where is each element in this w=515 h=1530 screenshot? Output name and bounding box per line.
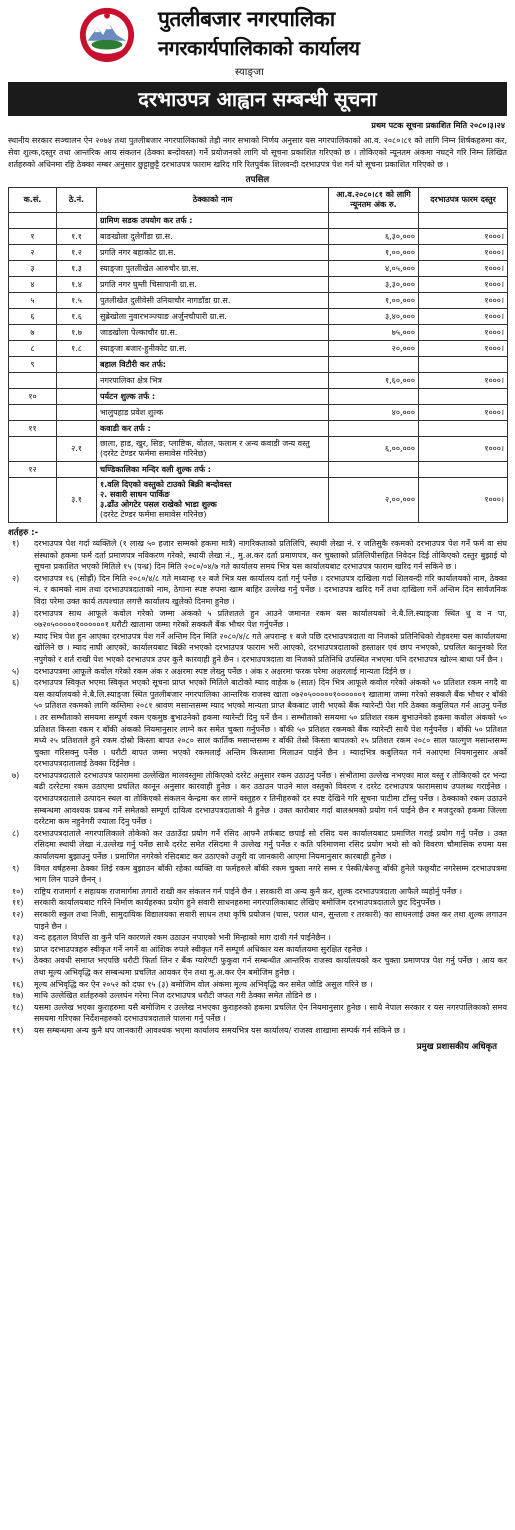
condition-text: राष्ट्रिय राजमार्ग र सहायक राजमार्गमा तगारो राखी कर संकलन गर्न पाईने छैन । सरकारी वा अन्य कुनै कर, शुल्क दरभाउपत्रदाता आफैले व्यहोर्नु पर्नेछ । [34, 886, 463, 896]
condition-item [8, 608, 507, 631]
cell-contract-no [57, 357, 97, 373]
condition-text: माथि उल्लेखित शर्तहरुको उल्लघंन गरेमा निज दरभाउपत्र धरौटी जफत गरी ठेक्का समेत तोडिने छ । [34, 991, 317, 1001]
condition-item [8, 538, 507, 573]
cell-min-amount: ६,००,००० [329, 437, 419, 462]
condition-number: १०) [12, 886, 24, 896]
cell-form-fee: १०००। [419, 293, 508, 309]
condition-item [8, 944, 507, 956]
table-row [9, 421, 508, 437]
cell-name: स्याङ्जा पुतलीखेत आरुचौर ग्रा.स. [97, 261, 329, 277]
cell-contract-no: १.४ [57, 277, 97, 293]
cell-name: कवाडी कर तर्फ : [97, 421, 329, 437]
cell-contract-no: १.३ [57, 261, 97, 277]
table-row [9, 277, 508, 293]
condition-number: २) [12, 573, 20, 583]
cell-name: प्रगति नगर घुम्ती चिसापानी ग्रा.स. [97, 277, 329, 293]
cell-name: प्रगति नगर बहाकोट ग्रा.स. [97, 245, 329, 261]
condition-item [8, 909, 507, 932]
office-subtitle: नगरकार्यपालिकाको कार्यालय [158, 36, 360, 60]
condition-item [8, 979, 507, 991]
cell-sn: ३ [9, 261, 57, 277]
cell-form-fee [419, 421, 508, 437]
table-row [9, 245, 508, 261]
condition-number: १५) [12, 956, 24, 966]
col-header-form-fee: दरभाउपत्र फारम दस्तुर [419, 188, 508, 213]
condition-number: १९) [12, 1025, 24, 1035]
condition-text: दरभाउपत्रदाताले नगरपालिकाले तोकेको कर उठाउँदा प्रयोग गर्ने रसिद आफ्नै तर्फबाट छपाई सो रसिद यस कार्यालयबाट प्रमाणित गराई प्रयोग गर्नु पर्नेछ । उक्त रसिदमा स्थायी लेखा नं.उल्लेख गर्नु पर्नेछ साथै दररेट समेत रसिदमा नै उल्लेख गर्नु पर्नेछ र कति परिमाणमा रसिद प्रयोग भयो सो को विवरण चौमासिक रुपमा यस कार्यालयमा बुझाउनु पर्नेछ । प्रमाणित नगरेको रसिदबाट कर उठाएको उजुरी वा जानकारी आएमा नियमानुसार कारबाही हुनेछ । [34, 828, 507, 862]
condition-number: ८) [12, 828, 20, 838]
condition-item [8, 828, 507, 863]
condition-text: ठेक्का अवधी समाप्त भएपछि धरौटी फिर्ता लिन र बैंक ग्यारेण्टी फुकुवा गर्न सम्बन्धीत आन्तरिक राजस्व कार्यालयको कर चुक्ता प्रमाणपत्र पेश गर्नु पर्नेछ । आय कर तथा मूल्य अभिवृद्धि कर सम्बन्धमा प्रचलित आयकर ऐन तथा मु.अ.कर ऐन बमोजिम हुनेछ । [34, 956, 507, 977]
cell-min-amount: १,६०,००० [329, 373, 419, 389]
condition-text: मूल्य अभिवृद्धि कर ऐन २०५२ को दफा १५ (३) बमोजिम वोल अंकमा मूल्य अभिवृद्धि कर समेत जोडि असुल गरिने छ । [34, 979, 373, 989]
cell-form-fee: १०००। [419, 437, 508, 462]
condition-item [8, 955, 507, 978]
col-header-min-amount: आ.व.२०८०।८१ को लागि न्यूनतम अंक रु. [329, 188, 419, 213]
cell-contract-no [57, 421, 97, 437]
table-row [9, 325, 508, 341]
condition-text: दरभाउपत्रदाताले दरभाउपत्र फाराममा उल्लेखित मालवस्तुमा तोकिएको दररेट अनुसार रकम उठाउनु पर्नेछ । संभौतामा उल्लेख नभएका माल वस्तु र तोकिएको दर भन्दा बढी दररेटमा रकम उठाएमा प्रचलित कानून अनुसार कारवाही हुनेछ । कर उठाउन पाउने माल वस्तुको विवरण र दररेट दरभाउपत्र फारामसाथ उपलब्ध गराईनेछ । दरभाउपत्रदाताले उत्पादन स्थल वा तोकिएको संकलन केन्द्रमा कर लाग्ने वस्तुहरु र तिनीहरुको दर स्पष्ट देखिने गरि सूचना पाटीमा टाँस्नु पर्नेछ । ठेक्काको रकम उठाउने सम्बन्धमा आवश्यक प्रबन्ध गर्ने समेतको सम्पूर्ण दायित्व दरभाउपत्रदाताको नै हुनेछ । उक्त कारोबार गर्दा बालश्रमको प्रयोग गर्न पाईने छैन र मजदुरको हकमा जिल्ला दररेटमा कम नहुनेगरी ज्याला दिनु पर्नेछ । [34, 770, 507, 827]
table-row [9, 478, 508, 523]
cell-form-fee: १०००। [419, 229, 508, 245]
cell-sn: ५ [9, 293, 57, 309]
condition-text: दरभाउपत्रमा आफूले कवोल गरेको रकम अंक र अक्षरमा स्पष्ट लेख्नु पर्नेछ । अंक र अक्षरमा फरक परेमा अक्षरलाई मान्यता दिईने छ । [34, 666, 412, 676]
cell-name: पर्यटन शुल्क तर्फ : [97, 389, 329, 405]
cell-min-amount: २०,००० [329, 341, 419, 357]
cell-min-amount [329, 213, 419, 229]
cell-min-amount: ४,०५,००० [329, 261, 419, 277]
cell-contract-no: ३.१ [57, 478, 97, 523]
cell-sn [9, 405, 57, 421]
table-row [9, 213, 508, 229]
condition-text: सरकारी कार्यालयबाट गरिने निर्माण कार्यहरुका प्रयोग हुने सवारी साधनहरुमा नगरपालिकाबाट लेखिए बमोजिम दरभाउपत्रदाताले छुट दिनुपर्नेछ । [34, 898, 441, 908]
cell-name: भालुपहाड प्रवेश शुल्क [97, 405, 329, 421]
table-row [9, 261, 508, 277]
cell-sn: ८ [9, 341, 57, 357]
table-row [9, 341, 508, 357]
condition-text: दरभाउपत्र १६ (सोह्रौं) दिन मिति २०८०/४/८ गते मध्यान्ह १२ बजे भित्र यस कार्यालय दर्ता गर्नु पर्नेछ । दरभाउपत्र दाखिला गर्दा शिलवन्दी गरि कार्यालयको नाम, ठेक्का नं. र कामको नाम तथा दरभाउपत्रदाताको नाम, ठेगाना स्पष्ट रुपमा खाम बाहिर उल्लेख गर्नु पर्नेछ । दरभाउपत्र खरिद गर्ने तथा दाखिला गर्ने अन्तिम दिन सार्वजनिक विदा परेमा उक्त कार्य तत्पश्चात लगत्तै कार्यालय खुलेको दिनमा हुनेछ । [34, 573, 507, 606]
cell-contract-no: १.८ [57, 341, 97, 357]
district-name: स्याङ्जा [235, 67, 264, 78]
cell-contract-no [57, 213, 97, 229]
cell-form-fee: १०००। [419, 309, 508, 325]
table-header-row [9, 188, 508, 213]
condition-number: १) [12, 539, 20, 548]
condition-text: सरकारी स्कुल तथा निजी, सामुदायिक विद्यालयका सवारी साधन तथा कृषि प्रयोजन (घास, पराल धान, सुन्तला र तरकारी) का साधनलाई उक्त कर तथा शुल्क लगाउन पाइने छैन । [34, 910, 507, 931]
condition-item [8, 631, 507, 666]
condition-text: दरभाउपत्र पेश गर्दा व्यक्तिले (१ लाख ५० हजार सम्मको हकमा मात्रै) नागरिकताको प्रतिलिपि, स्थायी लेखा नं. र जतिसुकै रकमको दरभाउपत्र पेश गर्ने फर्म वा संघ संस्थाको हकमा फर्म दर्ता प्रमाणपत्र नविकरण गरेको, स्थायी लेखा नं., मु.अ.कर दर्ता प्रमाणपत्र, कर चुक्ताको प्रतिलिपीसहित निवेदन दिई तोकिएको दस्तुर बुझाई यो सूचना प्रकाशित भएको मितिले १५ (पन्ध्र) दिन मिति २०८०/०४/७ गते कार्यालय समय भित्र यस कार्यालयबाट दरभाउपत्र फाराम खरिद गर्न सकिने छ । [34, 539, 507, 572]
table-body [9, 213, 508, 523]
cell-sn: ११ [9, 421, 57, 437]
cell-name: जाडखोला पेल्काचौर ग्रा.स. [97, 325, 329, 341]
cell-form-fee: १०००। [419, 478, 508, 523]
cell-form-fee: १०००। [419, 245, 508, 261]
cell-min-amount: ४०,००० [329, 405, 419, 421]
contract-table [8, 187, 508, 523]
condition-item [8, 1025, 507, 1037]
cell-name: नगरपालिका क्षेत्र भित्र [97, 373, 329, 389]
table-row [9, 405, 508, 421]
table-row [9, 437, 508, 462]
cell-contract-no: १.६ [57, 309, 97, 325]
cell-contract-no: १.१ [57, 229, 97, 245]
condition-number: १२) [12, 910, 24, 919]
condition-text: वन्द हड्ताल विपत्ति वा कुनै पनि कारणले रकम उठाउन नपाएको भनी मिन्हाको माग दावी गर्न पाईनेछैन । [34, 933, 331, 943]
table-row [9, 229, 508, 245]
cell-sn: २ [9, 245, 57, 261]
cell-name: बहाल विटौरी कर तर्फ: [97, 357, 329, 373]
cell-contract-no [57, 405, 97, 421]
cell-name: छाला, हाड, खुर, सिङ, प्लाष्टिक, वोतल, फलाम र अन्य कवाडी जन्य वस्तु (दररेट टेण्डर फर्ममा समावेस गरिनेछ) [97, 437, 329, 462]
condition-number: १३) [12, 933, 24, 943]
cell-name: पुतलीखेत दुलीवेसी उनियाचौर नागडाँडा ग्रा.स. [97, 293, 329, 309]
condition-number: १४) [12, 944, 24, 954]
cell-form-fee: १०००। [419, 261, 508, 277]
signature: प्रमुख प्रशासकीय अधिकृत [416, 1041, 497, 1052]
cell-min-amount: ३,३०,००० [329, 277, 419, 293]
cell-name: स्याङ्जा बजार-हुनीकोट ग्रा.स. [97, 341, 329, 357]
cell-form-fee: १०००। [419, 277, 508, 293]
condition-text: प्राप्त दरभाउपत्रहरु स्वीकृत गर्ने नगर्ने वा आंशिक रुपले स्वीकृत गर्ने सम्पूर्ण अधिकार यस कार्यालयमा सुरक्षित रहनेछ । [34, 944, 368, 954]
cell-contract-no: १.२ [57, 245, 97, 261]
cell-form-fee: १०००। [419, 405, 508, 421]
condition-number: ५) [12, 666, 20, 676]
cell-sn [9, 437, 57, 462]
cell-form-fee [419, 389, 508, 405]
cell-contract-no [57, 462, 97, 478]
cell-contract-no: १.७ [57, 325, 97, 341]
condition-number: ३) [12, 608, 20, 618]
condition-number: ६) [12, 678, 20, 688]
cell-min-amount: ७५,००० [329, 325, 419, 341]
cell-sn [9, 213, 57, 229]
table-row [9, 357, 508, 373]
condition-text: यसमा उल्लेख भएका कुराहरुमा यसै बमोजिम र उल्लेख नभएका कुराहरुको हकमा प्रचलित ऐन नियमानुसार हुनेछ । साथै नेपाल सरकार र यस नगरपालिकाको समय समयमा गरिएका निर्देशनहरुको दरभाउपत्रदाताले पालना गर्नु पर्नेछ । [34, 1002, 507, 1024]
table-row [9, 293, 508, 309]
cell-sn: १ [9, 229, 57, 245]
condition-item [8, 770, 507, 828]
nepal-emblem-icon [78, 6, 136, 64]
cell-sn: ७ [9, 325, 57, 341]
intro-paragraph: स्थानीय सरकार सञ्चालन ऐन २०७४ तथा पुतलीबजार नगरपालिकाको तेह्रौ नगर सभाको निर्णय अनुसार यस नगरपालिकाको आ.व. २०८०।८१ को लागि निम्न शिर्षकहरुमा कर, सेवा शुल्क,दस्तुर तथा आन्तरिक आय संकलन (ठेक्का बन्दोवस्त) गर्ने प्रयोजनको लागि यो सूचना प्रकाशित गरिएको छ । तोकिएको न्यूनतम अंकमा नघट्ने गरि निम्न लिखित शर्तहरुको अधिनमा रहि ठेक्का नम्बर अनुसार छुट्टाछुट्टै दरभाउपत्र फाराम खरिद गरि रितपुर्वक शिलवन्दी दरभाउपत्र पेश गर्न यो सूचना प्रकाशित गरिएको छ । [8, 136, 507, 169]
condition-text: दरभाउपत्र साथ आफूले कवोल गरेको जम्मा अंकको ५ प्रतिशतले हुन आउने जमानत रकम यस कार्यालयको ने.बै.लि.स्याङ्जा स्थित धु व न पा, ०७२०५०००००१००००००१ धरौटी खातामा जम्मा गरेको सक्कलै बैंक भौचर पेश गर्नुपर्नेछ । [34, 608, 507, 630]
condition-number: १६) [12, 979, 24, 989]
cell-min-amount: १,००,००० [329, 293, 419, 309]
condition-item [8, 1002, 507, 1025]
cell-min-amount: २,००,००० [329, 478, 419, 523]
cell-name: १.वलि दिएको वस्तुको टाउको बिक्री बन्दोवस्त २. सवारी साधन पार्किङ ३.ढाँउ ओगटेर पसल राखेको भाडा शुल्क (दररेट टेण्डर फर्ममा समावेस गरिनेछ) [97, 478, 329, 523]
publication-date: प्रथम पटक सूचना प्रकाशित मिति २०८०।३।२४ [371, 121, 505, 130]
condition-number: ११) [12, 898, 24, 908]
col-header-contract-no: ठे.नं. [57, 188, 97, 213]
condition-item [8, 932, 507, 944]
office-name: पुतलीबजार नगरपालिका [158, 7, 335, 31]
condition-item [8, 897, 507, 909]
cell-form-fee [419, 213, 508, 229]
cell-contract-no [57, 373, 97, 389]
cell-min-amount [329, 357, 419, 373]
cell-sn: १० [9, 389, 57, 405]
cell-form-fee [419, 462, 508, 478]
cell-min-amount [329, 421, 419, 437]
condition-item [8, 863, 507, 886]
condition-text: यस सम्बन्धमा अन्य कुनै थप जानकारी आवश्यक भएमा कार्यालय समयभित्र यस कार्यालय/ राजस्व शाखामा सम्पर्क गर्न सकिने छ । [34, 1025, 406, 1035]
cell-sn: १२ [9, 462, 57, 478]
cell-form-fee: १०००। [419, 341, 508, 357]
cell-contract-no [57, 389, 97, 405]
cell-sn [9, 478, 57, 523]
header [8, 0, 507, 80]
condition-number: ४) [12, 631, 20, 641]
table-row [9, 309, 508, 325]
cell-sn: ४ [9, 277, 57, 293]
col-header-name: ठेक्काको नाम [97, 188, 329, 213]
cell-min-amount: १,००,००० [329, 245, 419, 261]
cell-name: चण्डिकालिका मन्दिर वली शुल्क तर्फ : [97, 462, 329, 478]
notice-banner: दरभाउपत्र आह्वान सम्बन्धी सूचना [8, 82, 507, 116]
cell-sn [9, 373, 57, 389]
conditions-title: शर्तहरु :- [8, 528, 39, 538]
condition-item [8, 666, 507, 678]
condition-item [8, 886, 507, 898]
table-row [9, 462, 508, 478]
cell-name: ग्रामिण सडक उपयोग कर तर्फ : [97, 213, 329, 229]
cell-sn: ९ [9, 357, 57, 373]
condition-number: ९) [12, 863, 20, 873]
condition-number: १८) [12, 1002, 24, 1012]
condition-text: दरभाउपत्र स्विकृत भएमा स्विकृत भएको सूचना प्राप्त भएको मितिले बाटोको म्याद वाहेक ७ (सात) दिन भित्र आफूले कवोल गरेको अंकको ५० प्रतिशत रकम नगदै वा यस कार्यालयको ने.बै.लि.स्याङ्जा स्थित पुतलीबजार नगरपालिका आन्तरिक राजस्व खाता ०७२०५०००००१००००००१ खातामा जम्मा गरेको सक्कलै बैंक भौचर र बाँकी ५० प्रतिशत रकमको लागि कम्तिमा २०८१ श्रावण मसान्तसम्म म्याद भएको मान्यता प्राप्त बैकबाट जारी भएको बैंक ग्यारेन्टी पेश गरि ठेक्का कबुलियत गर्न आउनु पर्नेछ । तर सम्भौताको समयमा सम्पूर्ण रकम एकमुष्ठ बुभाउनेको हकमा ग्यारेन्टी दिनु पर्ने छैन । सम्भौताको समयमा ५० प्रतिशत रकम बुभाउनेको हकमा कवोल अंकको ५० प्रतिशत किस्ता रकम र बाँकी अंकको नियमानुसार लाग्ने कर समेत चुक्ता गर्नुपर्नेछ । बाँकी ५० प्रतिशत रकमको बैंक ग्यारेन्टी साथै पेश गर्नुपर्नेछ । बाँकी ५० प्रतिशत मध्ये २५ प्रतिशतले हुने रकम दोस्रो किस्ता बापत २०८० साल कार्तिक मसान्तसम्म र बाँकी तेस्रो किस्ता बापतको २५ प्रतिशत रकम २०८० साल फाल्गुण मसान्तसम्म चुक्ता गरिसक्नु पर्नेछ । धरौटी बापत जम्मा भएको रकमलाई अन्तिम किस्तामा मिलाउन पाईने छैन । म्यादभित्र कबुलियत गर्न नआएमा नियमानुसार अर्को दरभाउपत्रदातालाई ठेक्का दिईनेछ । [34, 678, 507, 769]
cell-min-amount: ३,४०,००० [329, 309, 419, 325]
cell-form-fee [419, 357, 508, 373]
condition-number: १७) [12, 991, 24, 1001]
cell-min-amount [329, 389, 419, 405]
cell-name: बाङखोला दुलेगौंडा ग्रा.स. [97, 229, 329, 245]
cell-min-amount: ६,३०,००० [329, 229, 419, 245]
cell-min-amount [329, 462, 419, 478]
condition-number: ७) [12, 770, 20, 780]
cell-form-fee: १०००। [419, 325, 508, 341]
col-header-sn: क.सं. [9, 188, 57, 213]
cell-form-fee: १०००। [419, 373, 508, 389]
condition-item [8, 573, 507, 608]
table-row [9, 389, 508, 405]
condition-text: म्याद भित्र पेश हुन आएका दरभाउपत्र पेश गर्ने अन्तिम दिन मिति २०८०/४/८ गते अपरान्ह १ बजे पछि दरभाउपत्रदाता वा निजको प्रतिनिधिको रोहवरमा यस कार्यालयमा खोलिने छ । म्याद नाघी आएको, कार्यालयबाट बिक्री नभएको दरभाउपत्र फाराम भरी आएको, दरभाउपत्रदाताको हस्ताक्षर एवं छाप नभएको, प्रचलित कानूनको रित नपुगेको र शर्त राखी पेश भएको दरभाउपत्र उपर कुनै कारवाही हुने छैन । दरभाउपत्रदाता वा निजको प्रतिनिधि उपस्थित नभएमा पनि दरभाउपत्र खोल्न बाधा पर्ने छैन । [34, 631, 507, 664]
condition-text: विगत वर्षहरुमा ठेक्का लिई रकम बुझाउन बाँकी रहेका व्यक्ति वा फर्महरुले बाँकी रकम चुक्ता नगरे सम्म र पेस्की/बेरुजु बाँकी हुनेले फछ्र्यौट नगरेसम्म दरभाउपत्रमा भाग लिन पाउने छैनन् । [34, 863, 507, 885]
condition-item [8, 677, 507, 770]
cell-contract-no: २.१ [57, 437, 97, 462]
cell-name: सुब्रेखोला नुवारभञ्ज्याङ अर्जुनचौपारी ग्रा.स. [97, 309, 329, 325]
schedule-title: तपसिल [245, 175, 270, 185]
cell-contract-no: १.५ [57, 293, 97, 309]
table-row [9, 373, 508, 389]
condition-item [8, 990, 507, 1002]
conditions-list [8, 538, 507, 1037]
cell-sn: ६ [9, 309, 57, 325]
